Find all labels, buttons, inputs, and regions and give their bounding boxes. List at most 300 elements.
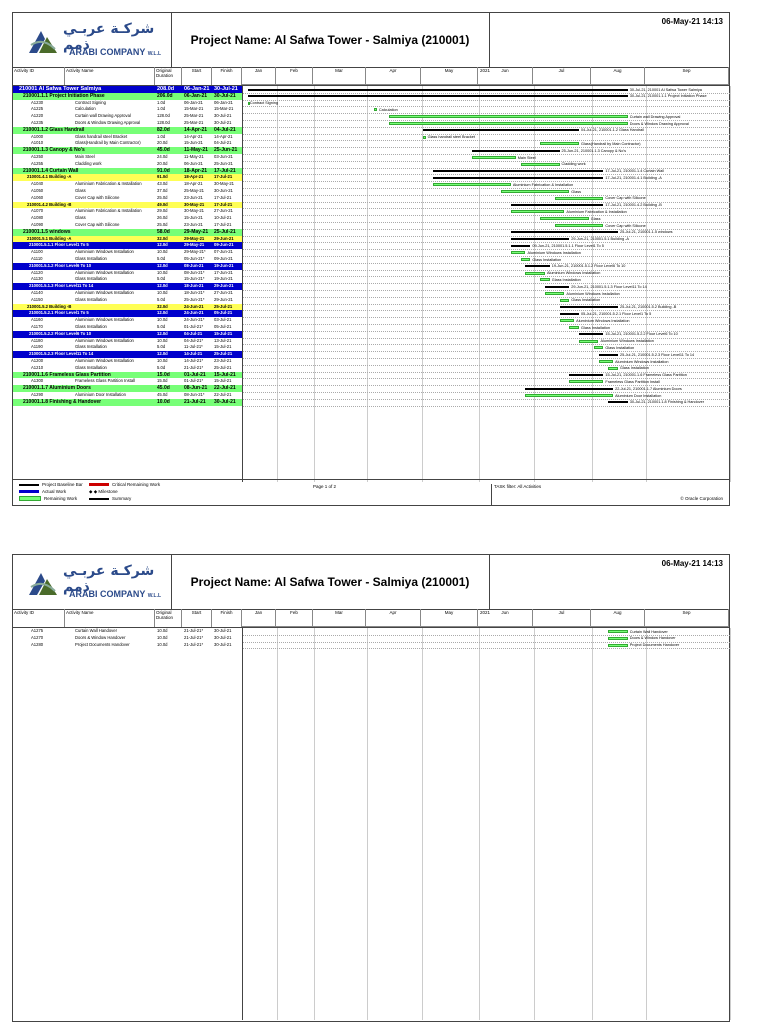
row-start: 21-Jul-21*	[184, 364, 204, 370]
timeline-month: Apr	[366, 67, 421, 85]
bar-label: Aluminium Windows Installation	[600, 339, 654, 344]
activity-bar[interactable]	[594, 346, 604, 349]
activity-bar[interactable]	[423, 136, 425, 139]
wbs-row[interactable]	[13, 86, 242, 93]
row-id: A1040	[31, 181, 44, 187]
row-duration: 10.0d	[157, 358, 168, 363]
bar-label: Main Steel	[517, 155, 536, 160]
wbs-row[interactable]	[13, 283, 242, 290]
wbs-row[interactable]	[13, 331, 242, 338]
bar-label: Aluminium Fabrication & Installation	[566, 209, 627, 214]
row-duration: 5.0d	[157, 296, 166, 302]
wbs-row[interactable]	[13, 351, 242, 358]
copyright: © Oracle Corporation	[680, 496, 723, 501]
activity-bar[interactable]	[521, 258, 531, 261]
activity-row[interactable]	[13, 256, 242, 263]
legend-remaining: Remaining Work	[19, 496, 77, 501]
activity-row[interactable]	[13, 181, 242, 188]
row-gridline	[243, 161, 730, 162]
activity-bar[interactable]	[599, 360, 614, 363]
row-duration: 45.0d	[157, 392, 168, 397]
row-finish: 29-Jun-21	[214, 283, 234, 289]
company-name-arabic: شركـة عربـي ذمم	[63, 21, 155, 53]
row-name: Glass Installation	[75, 324, 107, 329]
row-start: 18-Apr-21	[184, 181, 203, 187]
row-id: 210001.5.2.1 Floor Level1 To 5	[29, 310, 89, 316]
row-id: A1110	[31, 256, 43, 261]
row-start: 15-Mar-21	[184, 106, 204, 112]
activity-bar[interactable]	[608, 637, 627, 640]
col-start: Start	[182, 609, 212, 627]
row-id: 210001.1.5 windows	[23, 228, 71, 235]
timeline-month: Sep	[645, 67, 729, 85]
activity-bar[interactable]	[389, 115, 628, 118]
row-duration: 49.0d	[157, 201, 168, 207]
summary-bar[interactable]	[560, 313, 579, 315]
company-name-english: ARABI COMPANY W.L.L	[69, 47, 162, 57]
row-finish: 14-Apr-21	[214, 133, 233, 139]
row-duration: 1.0d	[157, 106, 166, 112]
timeline-month: Feb	[276, 609, 313, 627]
activity-row[interactable]	[13, 270, 242, 277]
row-finish: 30-Jul-21	[214, 86, 238, 92]
activity-row[interactable]	[13, 365, 242, 372]
activity-bar[interactable]	[521, 163, 560, 166]
row-duration: 10.0d	[157, 317, 168, 323]
wbs-row[interactable]	[13, 304, 242, 311]
row-id: 210001.1.3 Canopy & No's	[23, 147, 85, 154]
activity-row[interactable]	[13, 324, 242, 331]
row-id: 210001.5.1.3 Floor Level11 To 14	[29, 283, 94, 289]
month-gridline	[479, 628, 480, 1020]
summary-bar[interactable]	[511, 231, 618, 233]
summary-bar[interactable]	[560, 306, 618, 308]
row-name: Aluminium Windows Installation	[75, 337, 134, 343]
row-gridline	[243, 154, 730, 155]
row-gridline	[243, 270, 730, 271]
activity-row[interactable]	[13, 249, 242, 256]
wbs-row[interactable]	[13, 147, 242, 154]
row-duration: 43.0d	[157, 181, 168, 187]
summary-bar[interactable]	[525, 388, 613, 390]
row-finish: 30-Jul-21	[214, 398, 236, 405]
activity-bar[interactable]	[472, 156, 516, 159]
row-name: Frameless Glass Partition Install	[75, 378, 136, 384]
wbs-row[interactable]	[13, 263, 242, 270]
legend-milestone: ◆ ◆ Milestone	[89, 489, 118, 494]
row-finish: 17-Jul-21	[214, 201, 233, 207]
activity-row[interactable]	[13, 317, 242, 324]
wbs-row[interactable]	[13, 399, 242, 406]
activity-row[interactable]	[13, 222, 242, 229]
activity-row[interactable]	[13, 140, 242, 147]
activity-row[interactable]	[13, 106, 242, 113]
row-finish: 09-Jun-21	[214, 256, 233, 261]
row-start: 06-Jan-21	[184, 99, 203, 105]
bar-label: 30-Jul-21, 210001.1.8 Finishing & Handover	[629, 400, 705, 405]
row-finish: 17-Jun-21	[214, 269, 233, 275]
row-finish: 15-Jul-21	[214, 371, 236, 378]
row-start: 11-Jul-21*	[184, 344, 203, 350]
month-gridline	[646, 628, 647, 1020]
col-duration: Original Duration	[155, 67, 182, 85]
row-finish: 30-Jul-21	[214, 628, 232, 633]
summary-bar[interactable]	[248, 95, 628, 97]
wbs-row[interactable]	[13, 310, 242, 317]
summary-bar[interactable]	[248, 89, 628, 91]
timeline-months-2	[242, 609, 729, 627]
bar-label: 22-Jul-21, 210001.1.7 Aluminium Doors	[615, 386, 682, 391]
bar-label: Aluminium Windows Installation	[546, 271, 601, 276]
activity-row[interactable]	[13, 161, 242, 168]
row-finish: 05-Jul-21	[214, 324, 232, 329]
row-start: 14-Jul-21	[184, 351, 203, 357]
activity-row[interactable]	[13, 188, 242, 195]
summary-bar[interactable]	[511, 245, 530, 247]
timeline-month: May	[421, 609, 478, 627]
row-gridline	[243, 344, 730, 345]
activity-row[interactable]	[13, 642, 242, 649]
wbs-row[interactable]	[13, 372, 242, 379]
row-gridline	[243, 317, 730, 318]
timeline-month: Jun	[478, 67, 533, 85]
activity-row[interactable]	[13, 134, 242, 141]
activity-row[interactable]	[13, 215, 242, 222]
row-gridline	[243, 263, 730, 264]
summary-bar[interactable]	[511, 238, 569, 240]
row-name: Contract Signing	[75, 99, 106, 105]
activity-rows	[13, 86, 729, 482]
company-name-english: ARABI COMPANY W.L.L	[69, 589, 162, 599]
month-gridline	[314, 628, 315, 1020]
month-gridline	[422, 628, 423, 1020]
summary-bar[interactable]	[579, 333, 603, 335]
row-duration: 24.0d	[157, 154, 168, 159]
wbs-row[interactable]	[13, 242, 242, 249]
row-name: Main Steel	[75, 154, 95, 159]
activity-bar[interactable]	[525, 394, 613, 397]
row-name: Aluminium Windows Installation	[75, 290, 134, 295]
row-duration: 91.0d	[157, 167, 170, 174]
activity-row[interactable]	[13, 276, 242, 283]
row-start: 25-Mar-21	[184, 113, 204, 119]
month-gridline	[730, 628, 731, 1020]
row-duration: 10.0d	[157, 337, 168, 343]
activity-row[interactable]	[13, 628, 242, 635]
company-name-arabic: شركـة عربـي ذمم	[63, 563, 155, 595]
wbs-row[interactable]	[13, 385, 242, 392]
row-duration: 1.0d	[157, 133, 166, 139]
activity-bar[interactable]	[608, 644, 627, 647]
row-finish: 15-Mar-21	[214, 106, 234, 112]
row-start: 29-May-21*	[184, 249, 206, 255]
bar-label: Contract Signing	[249, 101, 278, 106]
row-finish: 17-Jul-21	[214, 222, 232, 227]
activity-row[interactable]	[13, 378, 242, 385]
row-gridline	[243, 134, 730, 135]
row-finish: 25-Jul-21	[214, 228, 236, 235]
row-finish: 15-Jul-21	[214, 344, 232, 350]
bar-label: Aluminium Windows Installation	[576, 318, 630, 323]
activity-row[interactable]	[13, 290, 242, 297]
row-name: Glass handrail steel Bracket	[75, 133, 128, 139]
activity-row[interactable]	[13, 392, 242, 399]
row-gridline	[243, 310, 730, 311]
wbs-row[interactable]	[13, 229, 242, 236]
activity-bar[interactable]	[540, 278, 550, 281]
summary-bar[interactable]	[569, 374, 603, 376]
activity-bar[interactable]	[569, 326, 579, 329]
bar-label: Glass Installation	[551, 277, 581, 282]
bar-label: Doors & Window Drawing Approval	[629, 121, 689, 126]
row-start: 23-Jun-21	[184, 222, 203, 227]
row-finish: 29-Jun-21	[214, 235, 234, 241]
summary-bar[interactable]	[433, 170, 603, 172]
row-gridline	[243, 195, 730, 196]
row-start: 06-Jun-21	[184, 160, 203, 166]
row-gridline	[243, 147, 730, 148]
row-name: Doors & Window Drawing Approval	[75, 120, 141, 125]
activity-bar[interactable]	[540, 142, 579, 145]
activity-row[interactable]	[13, 344, 242, 351]
row-finish: 04-Jul-21	[214, 126, 236, 133]
bar-label: Aluminium Windows Installation	[527, 250, 581, 255]
row-start: 24-Jun-21	[184, 310, 204, 316]
row-id: 210001.1.7 Aluminium Doors	[23, 385, 91, 392]
row-start: 21-Jul-21*	[184, 628, 204, 633]
page-header-2	[13, 555, 729, 610]
activity-row[interactable]	[13, 100, 242, 107]
activity-bar[interactable]	[608, 630, 627, 633]
timeline-month: Aug	[591, 67, 645, 85]
row-start: 18-Apr-21	[184, 167, 208, 174]
activity-bar[interactable]	[555, 224, 604, 227]
col-finish: Finish	[212, 67, 242, 85]
row-start: 18-Apr-21	[184, 174, 204, 180]
summary-bar[interactable]	[433, 177, 603, 179]
row-start: 08-Jun-21	[184, 385, 208, 392]
summary-bar[interactable]	[599, 354, 618, 356]
row-id: A1290	[31, 392, 44, 397]
activity-row[interactable]	[13, 358, 242, 365]
row-gridline	[243, 188, 730, 189]
activity-row[interactable]	[13, 120, 242, 127]
summary-bar[interactable]	[525, 265, 549, 267]
activity-row[interactable]	[13, 195, 242, 202]
row-start: 14-Apr-21	[184, 126, 208, 133]
bar-label: 05-Jul-21, 210001.5.2.1 Floor Level1 To 5	[581, 311, 652, 316]
bar-label: 25-Jul-21, 210001.1.5 windows	[619, 230, 673, 235]
bar-label: Cladding work	[561, 162, 586, 167]
row-finish: 15-Jul-21	[214, 330, 233, 336]
row-id: A1000	[31, 133, 44, 139]
activity-bar[interactable]	[540, 217, 589, 220]
month-gridline	[592, 628, 593, 1020]
row-finish: 03-Jun-21	[214, 154, 233, 159]
row-id: A1100	[31, 249, 43, 255]
row-duration: 58.0d	[157, 228, 170, 235]
timeline-month: Jun	[478, 609, 533, 627]
row-gridline	[243, 222, 730, 223]
bar-label: Cover Cap with Silicone	[605, 196, 646, 201]
row-gridline	[243, 283, 730, 284]
activity-row[interactable]	[13, 208, 242, 215]
page-header	[13, 13, 729, 68]
timeline-month: Mar	[313, 609, 366, 627]
row-name: Glass Installation	[75, 364, 107, 370]
activity-bar[interactable]	[545, 292, 564, 295]
activity-bar[interactable]	[569, 380, 603, 383]
row-gridline	[243, 249, 730, 250]
row-gridline	[243, 127, 730, 128]
bar-label: Frameless Glass Partition Install	[605, 379, 660, 384]
wbs-row[interactable]	[13, 168, 242, 175]
row-start: 18-Jun-21	[184, 283, 204, 289]
row-name: Aluminium Windows Installation	[75, 269, 134, 275]
row-duration: 10.0d	[157, 628, 168, 633]
summary-bar[interactable]	[472, 150, 560, 152]
col-activity-name: Activity Name	[65, 609, 155, 627]
row-id: A1275	[31, 628, 44, 633]
activity-bar[interactable]	[608, 367, 618, 370]
row-id: A1190	[31, 344, 43, 350]
row-duration: 5.0d	[157, 324, 166, 329]
row-gridline	[243, 181, 730, 182]
activity-bar[interactable]	[433, 183, 511, 186]
timeline-month: Aug	[591, 609, 645, 627]
row-finish: 30-Jul-21	[214, 634, 232, 640]
row-gridline	[243, 406, 730, 407]
activity-bar[interactable]	[555, 197, 604, 200]
row-duration: 29.0d	[157, 208, 168, 214]
row-duration: 37.0d	[157, 188, 168, 193]
row-duration: 45.0d	[157, 385, 170, 392]
summary-bar[interactable]	[545, 286, 569, 288]
activity-row[interactable]	[13, 338, 242, 345]
row-name: Glass Installation	[75, 344, 107, 350]
row-duration: 10.0d	[157, 634, 168, 640]
activity-bar[interactable]	[525, 272, 544, 275]
row-name: Doors & Window Handover	[75, 634, 126, 640]
timeline-month: Mar	[313, 67, 366, 85]
activity-bar[interactable]	[374, 108, 376, 111]
row-name: Cladding work	[75, 160, 102, 166]
activity-bar[interactable]	[560, 319, 575, 322]
row-start: 08-Jun-21*	[184, 269, 205, 275]
row-finish: 25-Jul-21	[214, 364, 232, 370]
row-name: Glass Installation	[75, 276, 107, 282]
row-duration: 12.0d	[157, 330, 168, 336]
row-finish: 17-Jul-21	[214, 174, 233, 180]
timeline-month: Feb	[276, 67, 313, 85]
col-activity-name: Activity Name	[65, 67, 155, 85]
activity-row[interactable]	[13, 154, 242, 161]
summary-bar[interactable]	[511, 204, 604, 206]
row-duration: 10.0d	[157, 290, 168, 295]
activity-bar[interactable]	[579, 340, 598, 343]
row-duration: 1.0d	[157, 99, 166, 105]
page-number: Page 1 of 2	[313, 484, 337, 489]
row-gridline	[243, 297, 730, 298]
column-header	[13, 67, 729, 86]
row-id: 210001.5.1 Building -A	[27, 235, 72, 241]
bar-label: Aluminium Fabrication & Installation	[512, 182, 574, 187]
row-gridline	[243, 256, 730, 257]
row-gridline	[243, 338, 730, 339]
row-gridline	[243, 324, 730, 325]
wbs-row[interactable]	[13, 174, 242, 181]
timeline-month: Sep	[645, 609, 729, 627]
company-logo-2	[13, 555, 172, 609]
row-start: 29-May-21	[184, 242, 205, 248]
bar-label: 15-Jul-21, 210001.5.2.2 Floor Level6 To 10	[605, 332, 678, 337]
row-finish: 05-Jul-21	[214, 310, 233, 316]
legend-actual: Actual Work	[19, 489, 66, 494]
activity-bar[interactable]	[511, 210, 565, 213]
activity-row[interactable]	[13, 113, 242, 120]
row-id: A1140	[31, 290, 43, 295]
row-finish: 10-Jul-21	[214, 215, 232, 221]
row-finish: 19-Jun-21	[214, 262, 234, 268]
bar-label: 29-Jun-21, 210001.5.1 Building -A	[571, 237, 629, 242]
row-id: 210001.4.1 Building -A	[27, 174, 72, 180]
row-name: Cover Cap with Silicone	[75, 194, 120, 200]
activity-bar[interactable]	[511, 251, 526, 254]
row-finish: 27-Jun-21	[214, 290, 233, 295]
activity-bar[interactable]	[501, 190, 569, 193]
row-finish: 03-Jul-21	[214, 317, 232, 323]
timeline-month: Jan	[242, 67, 276, 85]
project-title-2: Project Name: Al Safwa Tower - Salmiya (210001)	[171, 555, 490, 609]
activity-row[interactable]	[13, 635, 242, 642]
bar-label: Glass	[590, 216, 601, 221]
schedule-page-1	[12, 12, 730, 506]
row-id: A1060	[31, 194, 44, 200]
wbs-row[interactable]	[13, 127, 242, 134]
row-finish: 30-Jul-21	[214, 120, 232, 125]
row-name: Glass Installation	[75, 256, 107, 261]
row-start: 01-Jul-21*	[184, 324, 204, 329]
wbs-row[interactable]	[13, 202, 242, 209]
activity-bar[interactable]	[389, 122, 628, 125]
bar-label: 25-Jul-21, 210001.5.2.3 Floor Level11 To 14	[619, 352, 695, 357]
row-id: A1200	[31, 358, 44, 363]
summary-bar[interactable]	[423, 129, 579, 131]
timeline-months	[242, 67, 729, 85]
activity-bar[interactable]	[560, 299, 570, 302]
row-id: A1150	[31, 296, 43, 302]
row-finish: 09-Jun-21	[214, 242, 234, 248]
row-id: A1230	[31, 99, 44, 105]
row-start: 30-May-21	[184, 208, 205, 214]
row-start: 04-Jul-21*	[184, 337, 204, 343]
activity-row[interactable]	[13, 297, 242, 304]
row-start: 15-Jun-21	[184, 215, 203, 221]
wbs-row[interactable]	[13, 93, 242, 100]
row-duration: 10.0d	[157, 398, 170, 405]
row-finish: 22-Jul-21	[214, 385, 236, 392]
row-start: 08-Jun-21*	[184, 392, 205, 397]
wbs-row[interactable]	[13, 236, 242, 243]
row-finish: 27-Jun-21	[214, 208, 233, 214]
row-name: Glass	[75, 188, 86, 193]
summary-bar[interactable]	[608, 401, 627, 403]
bar-label: Doors & Window Handover	[629, 636, 676, 641]
row-id: A1270	[31, 634, 44, 640]
row-gridline	[243, 276, 730, 277]
gantt-chart-2	[242, 628, 730, 1020]
row-id: A1255	[31, 160, 44, 166]
